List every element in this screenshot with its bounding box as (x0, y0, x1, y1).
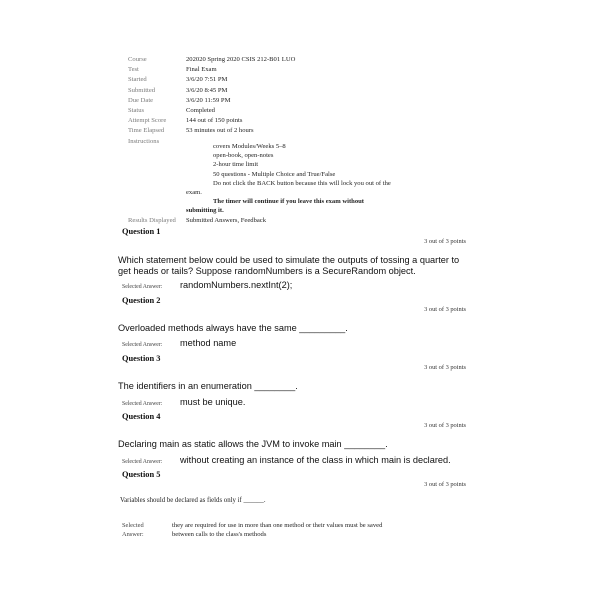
selected-answer-label: Selected Answer: (122, 459, 163, 465)
instructions-line: open-book, open-notes (213, 152, 274, 160)
info-label: Submitted (128, 86, 156, 94)
info-value: 53 minutes out of 2 hours (186, 127, 254, 135)
selected-answer-row (122, 521, 452, 539)
question-title: Question 1 (122, 227, 161, 236)
question-text: Variables should be declared as fields only if ______. (120, 497, 266, 504)
instructions-line: exam. (186, 189, 202, 197)
selected-answer-value: randomNumbers.nextInt(2); (180, 280, 293, 290)
question-text: Which statement below could be used to simulate the outputs of tossing a quarter to get heads or tails? Suppose randomNumbers is a SecureRandom object. (118, 255, 460, 277)
info-label: Test (128, 66, 139, 74)
info-label: Course (128, 56, 147, 63)
info-row-started (128, 75, 428, 85)
question-points: 3 out of 3 points (424, 422, 466, 429)
instructions-warning: The timer will continue if you leave this exam without (213, 198, 364, 206)
instructions-line: 2-hour time limit (213, 161, 259, 169)
question-points: 3 out of 3 points (424, 238, 466, 245)
instructions-line: 50 questions - Multiple Choice and True/False (213, 170, 336, 178)
question-text: The identifiers in an enumeration ________. (118, 381, 298, 391)
selected-answer-label: Selected Answer: (122, 401, 163, 407)
question-title: Question 3 (122, 354, 161, 363)
question-points: 3 out of 3 points (424, 481, 466, 488)
question-points: 3 out of 3 points (424, 364, 466, 371)
question-title: Question 2 (122, 296, 161, 305)
info-row-due-date (128, 96, 428, 106)
info-value: 202020 Spring 2020 CSIS 212-B01 LUO (186, 56, 296, 63)
selected-answer-line: between calls to the class's methods (172, 531, 267, 539)
info-value: 3/6/20 7:51 PM (186, 76, 228, 84)
selected-answer-label: Selected Answer: (122, 342, 163, 348)
info-label: Attempt Score (128, 117, 167, 125)
instructions-block (186, 142, 426, 216)
info-row-course (128, 55, 428, 65)
info-value: 3/6/20 11:59 PM (186, 96, 231, 104)
selected-answer-value: without creating an instance of the class in which main is declared. (180, 455, 451, 465)
info-row-time-elapsed (128, 126, 428, 136)
selected-answer-value: must be unique. (180, 397, 246, 407)
question-text: Declaring main as static allows the JVM to invoke main ________. (118, 439, 388, 449)
info-label: Time Elapsed (128, 127, 165, 135)
selected-answer-row (122, 338, 236, 348)
exam-info-table (128, 55, 428, 147)
info-row-test (128, 65, 428, 75)
question-title: Question 5 (122, 470, 161, 479)
info-value: Completed (186, 106, 215, 114)
info-value: Final Exam (186, 66, 217, 74)
instructions-line: Do not click the BACK button because this will lock you out of the (213, 179, 391, 187)
info-row-status (128, 106, 428, 116)
info-value: 144 out of 150 points (186, 117, 243, 125)
info-row-submitted (128, 86, 428, 96)
selected-answer-label-line: Answer: (122, 531, 144, 538)
selected-answer-label-line: Selected (122, 522, 144, 529)
selected-answer-value: method name (180, 338, 237, 348)
selected-answer-label (122, 521, 172, 539)
info-value: 3/6/20 8:45 PM (186, 86, 228, 94)
question-points: 3 out of 3 points (424, 306, 466, 313)
selected-answer-label: Selected Answer: (122, 284, 163, 290)
info-label: Due Date (128, 96, 154, 104)
info-label: Started (128, 76, 147, 84)
selected-answer-row (122, 397, 245, 407)
info-row-results-displayed (128, 216, 266, 226)
info-row-attempt-score (128, 116, 428, 126)
info-label: Results Displayed (128, 217, 176, 224)
info-label: Instructions (128, 137, 160, 145)
instructions-line: covers Modules/Weeks 5–8 (213, 143, 286, 150)
selected-answer-line: they are required for use in more than one method or their values must be saved (172, 522, 383, 529)
instructions-warning: submitting it. (186, 207, 224, 215)
question-text: Overloaded methods always have the same _________. (118, 323, 348, 333)
selected-answer-row (122, 455, 451, 465)
question-title: Question 4 (122, 412, 161, 421)
selected-answer-row (122, 280, 292, 290)
selected-answer-value (172, 521, 452, 539)
info-value: Submitted Answers, Feedback (186, 217, 267, 224)
info-label: Status (128, 106, 145, 114)
